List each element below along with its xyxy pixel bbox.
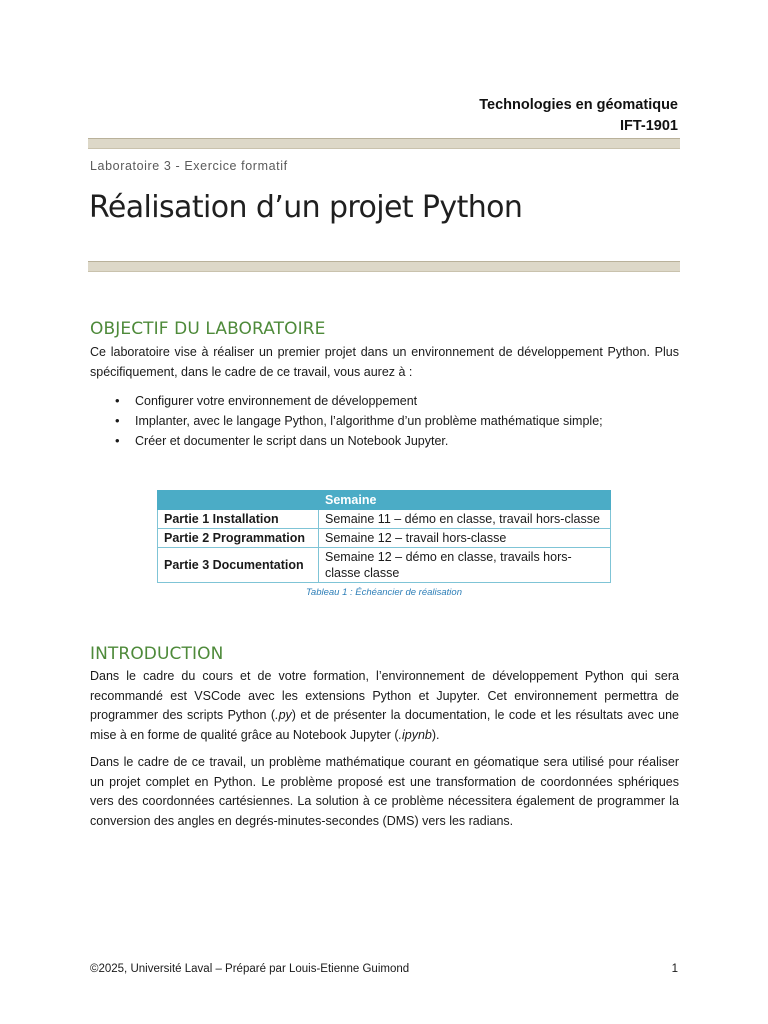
table-caption: Tableau 1 : Échéancier de réalisation [306,587,462,598]
table-header-row [158,491,611,510]
objectif-intro-text: Ce laboratoire vise à réaliser un premier projet dans un environnement de développement Python. Plus spécifiquement, dans le cadre de ce travail, vous aurez à : [90,345,679,379]
table-cell-week: Semaine 11 – démo en classe, travail hors-classe [319,510,611,529]
table-row [158,510,611,529]
table-cell-part: Partie 1 Installation [158,510,319,529]
introduction-paragraph-2 [90,753,679,831]
top-divider-bar [88,138,680,149]
intro-p1-py-ext: .py [275,708,292,722]
intro-p1-part-c: ). [431,727,440,742]
intro-p1-part-b: ) et de présenter la documentation, le code et les résultats avec une mise à en forme de qualité grâce au Notebook Jupyter ( [90,708,680,742]
objectif-heading: OBJECTIF DU LABORATOIRE [90,319,326,339]
table-row [158,529,611,548]
list-item: • Créer et documenter le script dans un Notebook Jupyter. [115,431,603,451]
intro-p1-part-a: Dans le cadre du cours et de votre formation, l’environnement de développement Python qui sera recommandé est VSCode avec les extensions Python et Jupyter. Cet environnement permettra de programmer des scripts Python ( [90,669,679,722]
course-code: IFT-1901 [619,118,678,134]
intro-p1-ipynb-ext: .ipynb [398,727,432,742]
intro-p2-text: Dans le cadre de ce travail, un problème mathématique courant en géomatique sera utilisé pour réaliser un projet complet en Python. Le problème proposé est une transformation de coordonnées sphériques vers des coordonnées cartésiennes. La solution à ce problème nécessitera également de programmer la conversion des angles en degrés-minutes-secondes (DMS) vers les radians. [90,755,679,828]
course-header [479,95,678,137]
introduction-paragraph-1 [90,667,679,745]
table-header-blank [158,491,319,510]
objectif-intro [90,343,679,382]
table-row [158,548,611,583]
lab-subtitle: Laboratoire 3 - Exercice formatif [90,159,288,173]
introduction-heading: INTRODUCTION [90,644,224,664]
course-name: Technologies en géomatique [479,97,678,113]
page-title: Réalisation d’un projet Python [89,190,523,225]
list-item: • Configurer votre environnement de développement [115,391,603,411]
table-cell-part: Partie 3 Documentation [158,548,319,583]
schedule-table [157,490,611,583]
objectif-bullet-list [115,391,603,451]
footer-copyright: ©2025, Université Laval – Préparé par Louis-Etienne Guimond [90,963,410,975]
list-item: • Implanter, avec le langage Python, l’algorithme d’un problème mathématique simple; [115,411,603,431]
table-cell-week: Semaine 12 – travail hors-classe [319,529,611,548]
table-cell-part: Partie 2 Programmation [158,529,319,548]
table-cell-week: Semaine 12 – démo en classe, travails hors-classe classe [319,548,611,583]
title-divider-bar [88,261,680,272]
footer-page-number: 1 [671,963,678,975]
table-header-week: Semaine [319,491,611,510]
